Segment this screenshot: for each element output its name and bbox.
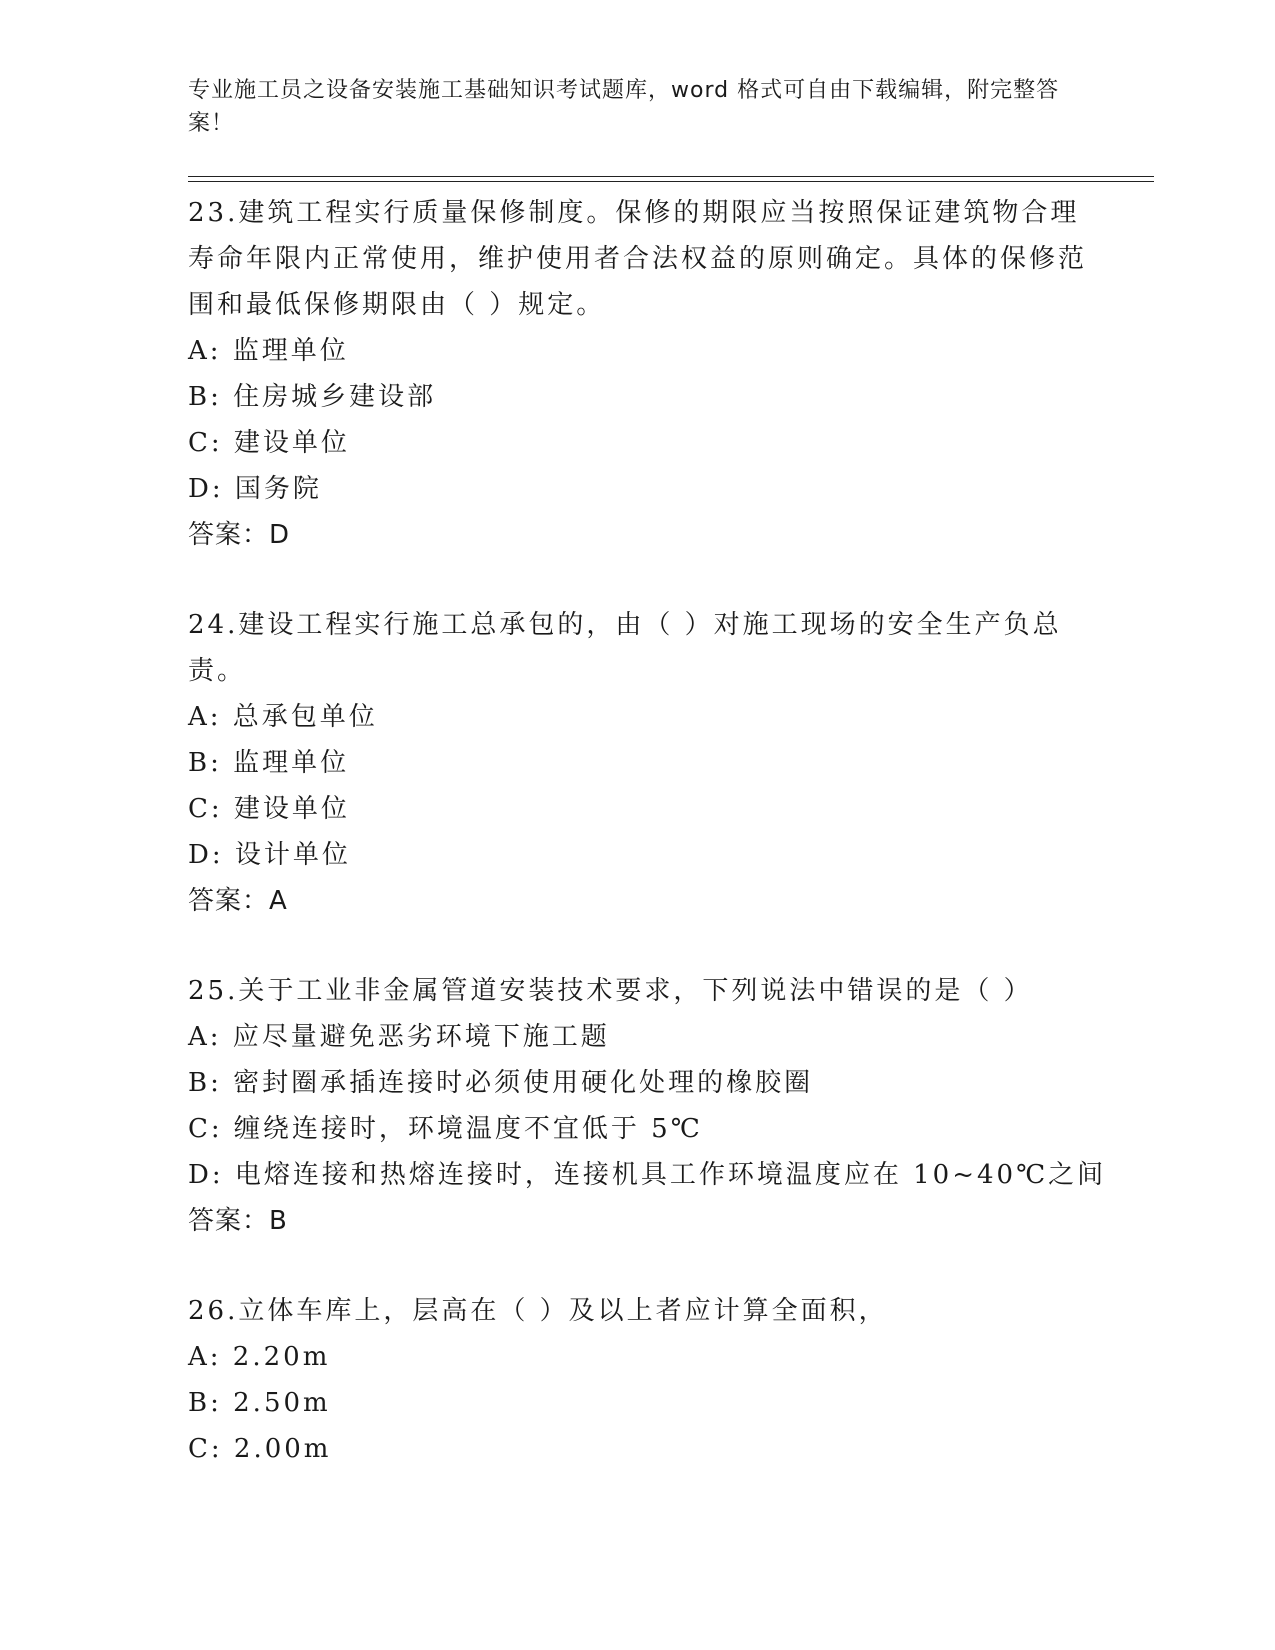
option-b: B: 密封圈承插连接时必须使用硬化处理的橡胶圈	[188, 1068, 814, 1098]
question-23	[188, 190, 1088, 558]
option-c: C: 2.00m	[188, 1434, 332, 1464]
header-divider-bottom	[188, 181, 1154, 182]
option-d: D: 电熔连接和热熔连接时，连接机具工作环境温度应在 10~40℃之间	[188, 1160, 1107, 1190]
question-stem: 24.建设工程实行施工总承包的，由（ ）对施工现场的安全生产负总责。	[188, 610, 1062, 686]
question-stem: 25.关于工业非金属管道安装技术要求，下列说法中错误的是（ ）	[188, 976, 1033, 1006]
question-25	[188, 968, 1107, 1244]
option-b: B: 监理单位	[188, 748, 350, 778]
spacer	[188, 924, 1088, 968]
answer-label: 答案：D	[188, 520, 291, 550]
option-c: C: 缠绕连接时，环境温度不宜低于 5℃	[188, 1114, 703, 1144]
option-a: A: 监理单位	[188, 336, 349, 366]
question-24	[188, 602, 1088, 924]
option-c: C: 建设单位	[188, 794, 350, 824]
header-divider-top	[188, 176, 1154, 177]
option-a: A: 总承包单位	[188, 702, 378, 732]
question-stem: 23.建筑工程实行质量保修制度。保修的期限应当按照保证建筑物合理寿命年限内正常使用，维护使用者合法权益的原则确定。具体的保修范围和最低保修期限由（ ）规定。	[188, 198, 1088, 320]
option-b: B: 住房城乡建设部	[188, 382, 437, 412]
answer-label: 答案：B	[188, 1206, 288, 1236]
spacer	[188, 558, 1088, 602]
question-list	[188, 190, 1107, 1472]
option-d: D: 国务院	[188, 474, 322, 504]
option-b: B: 2.50m	[188, 1388, 331, 1418]
option-a: A: 2.20m	[188, 1342, 331, 1372]
question-stem: 26.立体车库上，层高在（ ）及以上者应计算全面积，	[188, 1296, 888, 1326]
option-a: A: 应尽量避免恶劣环境下施工题	[188, 1022, 610, 1052]
option-c: C: 建设单位	[188, 428, 350, 458]
question-26	[188, 1288, 1088, 1472]
option-d: D: 设计单位	[188, 840, 351, 870]
document-header: 专业施工员之设备安装施工基础知识考试题库，word 格式可自由下载编辑，附完整答案！	[188, 78, 1060, 136]
answer-label: 答案：A	[188, 886, 288, 916]
spacer	[188, 1244, 1088, 1288]
